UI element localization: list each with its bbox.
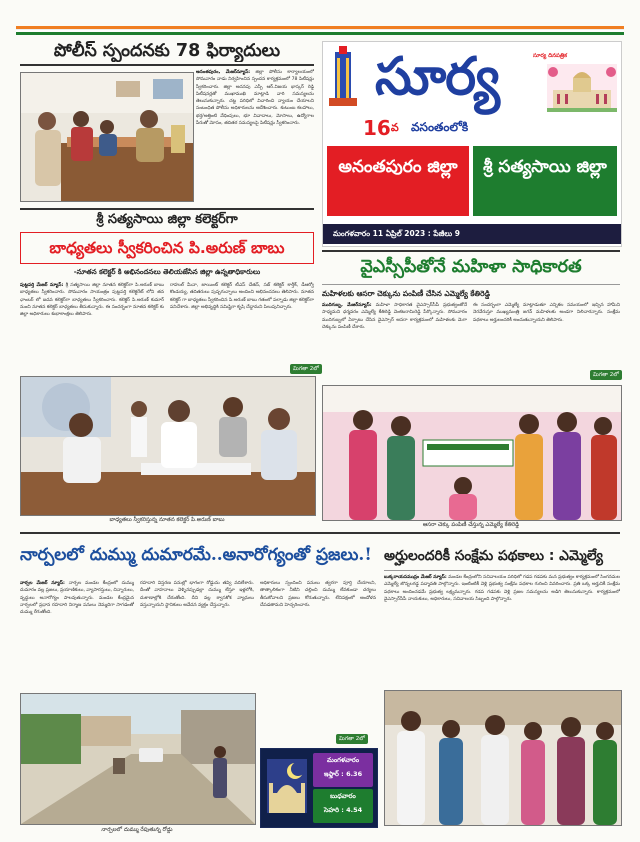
- tower-logo-icon: [327, 46, 359, 106]
- iftar-day: మంగళవారం: [326, 756, 360, 764]
- flag-stripe-green: [16, 32, 624, 35]
- continued-badge: మిగతా 2లో: [590, 370, 622, 380]
- continued-badge: మిగతా 2లో: [336, 734, 368, 744]
- story2-kicker: శ్రీ సత్యసాయి జిల్లా కలెక్టర్‌గా: [96, 212, 238, 227]
- story3-subhead: మహిళలకు ఆసరా చెక్కును పంపిణీ చేసిన ఎమ్మెల్యే కేతిరెడ్డి: [322, 289, 490, 298]
- divider: [322, 284, 620, 285]
- story-police-complaints: [20, 40, 314, 66]
- district-box-anantapur: అనంతపురం జిల్లా: [327, 146, 469, 216]
- dateline-lead: నార్పల మేజర్ న్యూస్:: [20, 581, 65, 586]
- headline: పోలీస్ స్పందనకు 78 ఫిర్యాదులు: [53, 41, 281, 61]
- sehri-time: సెహరి : 4.54: [323, 806, 363, 814]
- story2-subhead: -నూతన కలెక్టర్ కి అభినందనలు తెలియజేసిన జిల్లా ఉన్నతాధికారులు: [73, 268, 261, 276]
- iftar-panel: [313, 753, 373, 787]
- story1-body: జిల్లా పోలీసు కార్యాలయంలో సోమవారం నాడు నిర్వహించిన స్పందన కార్యక్రమంలో 78 పిటీషన్లు స్వీకరించారు. జిల్లా అదనపు ఎస్పీ ఆర్.విజయ భాస్కర్ రెడ్డి పిటీషనర్లతో ముఖాముఖి మాట్లాడి వారి సమస్యలను తెలుసుకున్నారు. చట్ట పరిధిలో విచారించి న్యాయం చేయాలని సంబంధిత పోలీసు అధికారులను ఆదేశించారు. కుటుంబ కలహాలు, భర్త/అత్తింటి వేధింపులు, భూ వివాదాలు, మోసాలు, ఉద్యోగాల పేరుతో మోసం, తదితర సమస్యలపై పిటీషన్లు స్వీకరించారు.: [196, 70, 314, 127]
- mosque-moon-icon: [267, 759, 307, 813]
- masthead: [322, 41, 622, 247]
- story1-body-wrap: [20, 69, 314, 203]
- story4-column-1: [20, 580, 134, 688]
- story2-headline: బాధ్యతలు స్వీకరించిన పి.అరుణ్ బాబు: [49, 239, 285, 257]
- story3-column-2: [473, 302, 620, 380]
- dateline-lead: పుట్టపర్తి మేజర్ న్యూస్:: [20, 283, 64, 288]
- story3-headline: వైఎస్సీపీతోనే మహిళా సాధికారత: [360, 257, 582, 277]
- asara-photo: [322, 385, 622, 521]
- sehri-panel: [313, 789, 373, 823]
- divider: [384, 570, 620, 571]
- story4-col2-text: రహదారి విస్తరణ పనుల్లో భాగంగా రోడ్డును తవ్వి వదిలేశారు. దీంతో వాహనాలు వెళ్ళినప్పుడల్లా దుమ్ము లేస్తూ ఇళ్లలోకి, దుకాణాల్లోకి చేరుతోంది. దీని వల్ల శ్వాసకోశ వ్యాధులు వస్తున్నాయని స్థానికులు ఆవేదన వ్యక్తం చేస్తున్నారు.: [140, 581, 254, 608]
- collector-photo-caption: బాధ్యతలు స్వీకరిస్తున్న నూతన కలెక్టర్ పి.అరుణ్ బాబు: [109, 517, 225, 523]
- story4-column-3: [260, 580, 376, 730]
- story3-col2-text: ఈ సందర్భంగా ఎమ్మెల్యే మాట్లాడుతూ ఎన్నికల సమయంలో ఇచ్చిన హామీని నెరవేరుస్తూ ముఖ్యమంత్రి జగన్ మహిళలకు అండగా నిలిచారన్నారు. సంక్షేమ పథకాలు అర్హులందరికీ అందుతున్నాయని తెలిపారు.: [473, 303, 620, 323]
- story4-col1-text: నార్పల మండల కేంద్రంలో దుమ్ము దుమారం వల్ల ప్రజలు, ప్రయాణికులు, వ్యాపారస్తులు, చిన్నారులు, వృద్ధులు అనారోగ్యం పాలవుతున్నారు. మండల కేంద్రమైన నార్పలలో ప్రధాన రహదారి నిర్మాణ పనులు నెమ్మదిగా సాగడంతో దుమ్ము రేగుతోంది.: [20, 581, 134, 616]
- story2-column-1: [20, 282, 164, 362]
- asara-event-illustration: [323, 386, 621, 520]
- story4-headline: నార్పలలో దుమ్ము దుమారమే..అనారోగ్యంతో ప్రజలు.!: [20, 545, 372, 565]
- dateline-lead: అనంతపురం, మేజర్‌న్యూస్:: [196, 70, 251, 75]
- story4-column-2: [140, 580, 254, 688]
- divider: [322, 250, 620, 252]
- district-box-sathyasai: శ్రీ సత్యసాయి జిల్లా: [473, 146, 617, 216]
- divider: [20, 532, 620, 534]
- dateline-lead: బుక్కరాయసముద్రం మేజర్ న్యూస్:: [384, 575, 447, 580]
- story2-headline-box: [20, 232, 314, 264]
- welfare-photo: [384, 690, 622, 826]
- story2-col2-text: రాహుల్ మీనా, జాయింట్ కలెక్టర్ టీఎస్ చేతన్, సబ్ కలెక్టర్ కార్తీక్, డీఆర్వో కొండయ్య, తదితరులు పుష్పగుచ్ఛాలు అందించి అభినందనలు తెలిపారు. నూతన కలెక్టర్ గా బాధ్యతలు స్వీకరించిన పి.అరుణ్ బాబు గతంలో పల్నాడు జిల్లా కలెక్టర్‌గా పనిచేశారు. జిల్లా అభివృద్ధికి సమిష్టిగా కృషి చేద్దామని పిలుపునిచ్చారు.: [170, 283, 314, 310]
- anniversary-number: $16^వ$: [363, 116, 399, 140]
- collector-photo: [20, 376, 316, 516]
- story3-column-1: [322, 302, 467, 380]
- anniversary-text: వసంతంలోకి: [411, 120, 469, 134]
- dateline-lead: ముదిగుబ్బ, మేజర్‌న్యూస్:: [322, 303, 372, 308]
- story4-col3-text: అధికారులు స్పందించి పనులు త్వరగా పూర్తి చేయాలని, తాత్కాలికంగా నీటిని చల్లించి దుమ్ము లేవకుండా చర్యలు తీసుకోవాలని ప్రజలు కోరుతున్నారు. లేనిపక్షంలో ఆందోళన చేపడతామని హెచ్చరించారు.: [260, 581, 376, 608]
- dusty-road-caption: నార్పలలో దుమ్ము రేపుతున్న రోడ్డు: [101, 827, 173, 833]
- dusty-road-illustration: [21, 694, 255, 824]
- photo-spacer: [20, 69, 196, 203]
- masthead-slogan: సూర్య దినపత్రిక: [533, 53, 568, 59]
- asara-photo-caption: ఆసరా చెక్కు పంపిణీ చేస్తున్న ఎమ్మెల్యే కేతిరెడ్డి: [422, 522, 520, 528]
- story5-headline: అర్హులందరికీ సంక్షేమ పథకాలు : ఎమ్మెల్యే: [384, 548, 603, 564]
- story2-column-2: [170, 282, 314, 362]
- story2-col1-text: శ్రీ సత్యసాయి జిల్లా నూతన కలెక్టర్‌గా పి.అరుణ్ బాబు బాధ్యతలు స్వీకరించారు. సోమవారం సాయంత్రం పుట్టపర్తి కలెక్టరేట్ లోని తన ఛాంబర్ లో ఐదవ కలెక్టర్‌గా బాధ్యతలు స్వీకరించారు. కలెక్టర్ పి.అరుణ్ కుమార్ నుంచి నూతన కలెక్టర్ బాధ్యతలు తీసుకున్నారు. ఈ సందర్భంగా నూతన కలెక్టర్ కు జిల్లా అధికారులు శుభాకాంక్షలు తెలిపారు.: [20, 283, 164, 318]
- welfare-visit-illustration: [385, 691, 621, 825]
- story5-body-text: మండల కేంద్రంలోని సచివాలయం పరిధిలో గడప గడపకు మన ప్రభుత్వం కార్యక్రమంలో సింగనమల ఎమ్మెల్యే జొన్నలగడ్డ పద్మావతి పాల్గొన్నారు. ఇంటింటికీ వెళ్లి ప్రభుత్వ సంక్షేమ పథకాల గురించి వివరించారు. ప్రతి ఒక్క అర్హునికీ సంక్షేమ పథకాలు అందించడమే ప్రభుత్వ లక్ష్యమన్నారు. గడప గడపకు వెళ్లి ప్రజల సమస్యలను అడిగి తెలుసుకున్నారు. కార్యక్రమంలో వైఎస్సార్‌సీపీ నాయకులు, అధికారులు, సచివాలయ సిబ్బంది పాల్గొన్నారు.: [384, 575, 620, 602]
- continued-badge: మిగతా 2లో: [290, 364, 322, 374]
- sehri-day: బుధవారం: [330, 792, 356, 800]
- masthead-logo: సూర్య: [375, 46, 499, 107]
- collector-office-illustration: [21, 377, 315, 515]
- story5-body: [384, 574, 620, 684]
- dusty-road-photo: [20, 693, 256, 825]
- divider: [20, 208, 314, 210]
- iftar-time: ఇఫ్తార్ : 6.36: [323, 770, 363, 778]
- story3-col1-text: మహిళా సాధికారత వైఎస్సార్‌సీపీ ప్రభుత్వంతోనే సాధ్యమని ధర్మవరం ఎమ్మెల్యే కేతిరెడ్డి వెంకటరామిరెడ్డి పేర్కొన్నారు. సోమవారం ముదిగుబ్బలో ఏర్పాటు చేసిన వైఎస్సార్ ఆసరా కార్యక్రమంలో మహిళలకు మెగా చెక్కును పంపిణీ చేశారు.: [322, 303, 467, 330]
- assembly-building-icon: [547, 64, 617, 112]
- dateline-bar: మంగళవారం 11 ఏప్రిల్ 2023 : పేజీలు 9: [323, 224, 621, 244]
- ramzan-timings-box: [260, 748, 378, 828]
- divider: [20, 64, 314, 66]
